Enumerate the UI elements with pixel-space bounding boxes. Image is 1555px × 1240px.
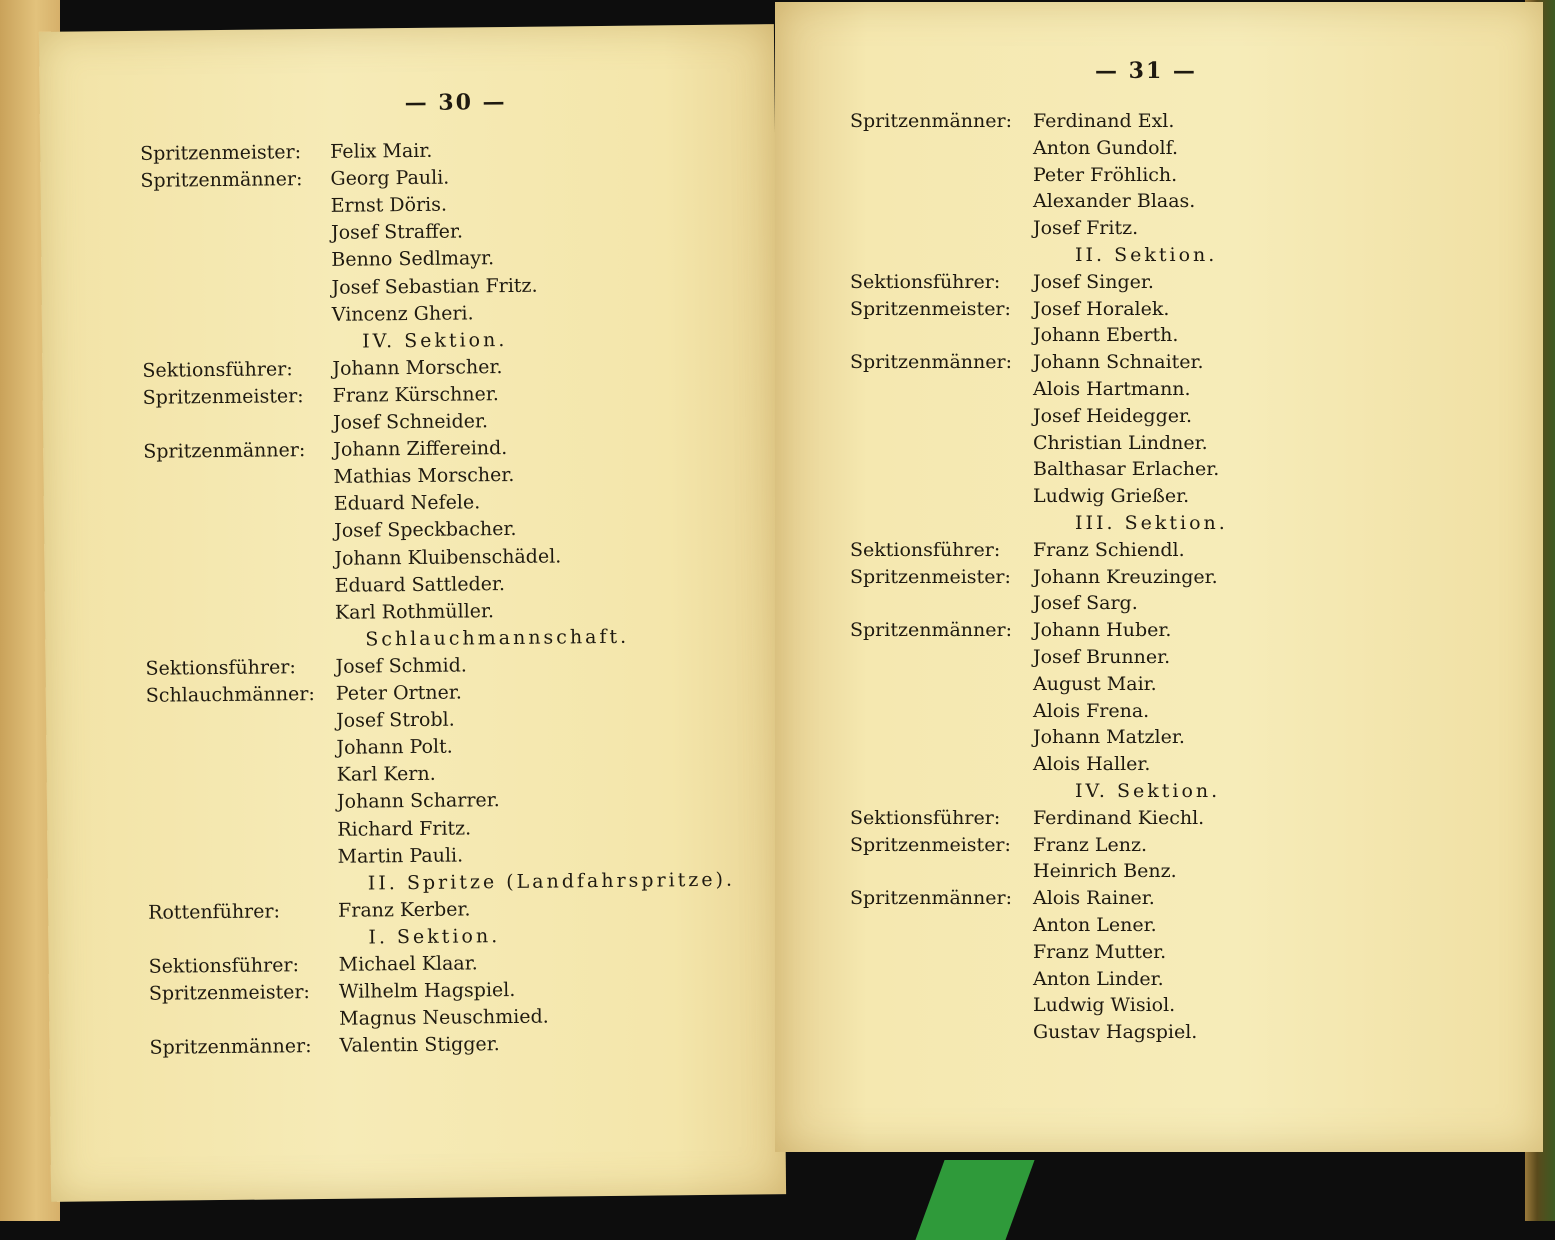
member-name: Anton Linder. xyxy=(1033,967,1164,990)
member-name: Alois Frena. xyxy=(1033,699,1150,722)
role-label: Sektionsführer: xyxy=(142,358,293,382)
member-name: Franz Schiendl. xyxy=(1033,538,1185,561)
member-name: Josef Singer. xyxy=(1033,270,1154,293)
member-name: Eduard Sattleder. xyxy=(334,572,506,597)
role-label: Sektionsführer: xyxy=(850,538,1001,561)
member-name: Ludwig Grießer. xyxy=(1033,485,1190,508)
member-name: Josef Sebastian Fritz. xyxy=(331,274,538,299)
member-name: Josef Schneider. xyxy=(332,410,489,434)
member-name: Josef Speckbacher. xyxy=(334,518,517,543)
role-label: Spritzenmeister: xyxy=(850,297,1011,320)
member-name: Alois Haller. xyxy=(1033,753,1151,776)
page-number: — 30 — xyxy=(404,88,507,117)
role-label: Spritzenmeister: xyxy=(850,565,1011,588)
member-name: Heinrich Benz. xyxy=(1033,860,1177,883)
section-heading: IV. Sektion. xyxy=(1075,780,1221,802)
role-label: Spritzenmänner: xyxy=(149,1035,312,1060)
left-page xyxy=(39,24,786,1202)
member-name: Alexander Blaas. xyxy=(1033,190,1196,213)
section-heading: II. Sektion. xyxy=(1075,244,1218,266)
section-heading: II. Spritze (Landfahrspritze). xyxy=(367,868,736,895)
member-name: Ferdinand Kiechl. xyxy=(1033,806,1205,829)
section-heading: I. Sektion. xyxy=(368,924,501,949)
member-name: Ernst Döris. xyxy=(330,193,448,218)
member-name: Josef Straffer. xyxy=(330,220,464,245)
member-name: Johann Huber. xyxy=(1033,619,1172,642)
role-label: Spritzenmänner: xyxy=(850,887,1013,910)
role-label: Sektionsführer: xyxy=(145,656,296,680)
member-name: Anton Lener. xyxy=(1033,914,1157,936)
member-name: August Mair. xyxy=(1033,672,1157,695)
member-name: Franz Kerber. xyxy=(337,898,471,922)
member-name: Johann Matzler. xyxy=(1033,726,1185,749)
member-name: Franz Mutter. xyxy=(1033,940,1167,963)
role-label: Spritzenmänner: xyxy=(143,439,306,463)
page-number: — 31 — xyxy=(1095,58,1197,84)
member-name: Johann Kluibenschädel. xyxy=(334,544,562,570)
role-label: Sektionsführer: xyxy=(148,954,300,978)
member-name: Mathias Morscher. xyxy=(333,464,515,489)
role-label: Spritzenmeister: xyxy=(148,981,311,1005)
member-name: Alois Rainer. xyxy=(1033,887,1155,910)
role-label: Spritzenmänner: xyxy=(140,168,303,192)
member-name: Josef Schmid. xyxy=(335,654,467,678)
member-name: Josef Sarg. xyxy=(1033,592,1138,615)
member-name: Johann Polt. xyxy=(336,735,453,759)
member-name: Karl Kern. xyxy=(336,763,436,787)
member-name: Josef Heidegger. xyxy=(1033,404,1193,427)
member-name: Josef Horalek. xyxy=(1033,297,1170,320)
member-name: Georg Pauli. xyxy=(330,166,450,190)
member-name: Karl Rothmüller. xyxy=(334,599,495,624)
role-label: Sektionsführer: xyxy=(850,806,1001,829)
member-name: Magnus Neuschmied. xyxy=(339,1005,549,1030)
member-name: Peter Ortner. xyxy=(335,681,462,705)
member-name: Ludwig Wisiol. xyxy=(1033,994,1176,1017)
member-name: Richard Fritz. xyxy=(337,816,472,841)
member-name: Johann Eberth. xyxy=(1033,324,1179,347)
right-page xyxy=(775,2,1543,1152)
member-name: Michael Klaar. xyxy=(338,952,478,976)
member-name: Johann Scharrer. xyxy=(336,789,500,814)
member-name: Felix Mair. xyxy=(330,139,433,163)
member-name: Christian Lindner. xyxy=(1033,431,1208,454)
member-name: Gustav Hagspiel. xyxy=(1033,1021,1198,1044)
member-name: Valentin Stigger. xyxy=(339,1033,500,1058)
member-name: Franz Kürschner. xyxy=(332,382,499,407)
member-name: Wilhelm Hagspiel. xyxy=(338,979,516,1003)
member-name: Benno Sedlmayr. xyxy=(331,247,495,272)
member-name: Anton Gundolf. xyxy=(1033,136,1179,159)
role-label: Spritzenmänner: xyxy=(850,351,1013,374)
role-label: Sektionsführer: xyxy=(850,270,1001,293)
member-name: Alois Hartmann. xyxy=(1033,378,1191,400)
section-heading: III. Sektion. xyxy=(1075,512,1228,534)
role-label: Schlauchmänner: xyxy=(145,683,315,707)
member-name: Ferdinand Exl. xyxy=(1033,110,1175,132)
member-name: Johann Ziffereind. xyxy=(333,437,508,461)
member-name: Franz Lenz. xyxy=(1033,833,1148,856)
member-name: Eduard Nefele. xyxy=(333,491,481,516)
member-name: Vincenz Gheri. xyxy=(331,301,474,326)
member-name: Josef Fritz. xyxy=(1033,217,1139,240)
member-name: Peter Fröhlich. xyxy=(1033,163,1178,186)
role-label: Spritzenmänner: xyxy=(850,110,1013,132)
role-label: Spritzenmeister: xyxy=(140,141,302,165)
member-name: Johann Morscher. xyxy=(332,355,503,380)
member-name: Balthasar Erlacher. xyxy=(1033,458,1220,481)
role-label: Rottenführer: xyxy=(148,900,281,924)
role-label: Spritzenmeister: xyxy=(142,385,304,409)
member-name: Josef Brunner. xyxy=(1033,646,1171,668)
member-name: Josef Strobl. xyxy=(336,708,455,732)
member-name: Johann Schnaiter. xyxy=(1033,351,1204,374)
bookmark-ribbon xyxy=(915,1160,1034,1240)
role-label: Spritzenmänner: xyxy=(850,619,1013,642)
section-heading: Schlauchmannschaft. xyxy=(365,625,630,651)
role-label: Spritzenmeister: xyxy=(850,833,1011,856)
member-name: Johann Kreuzinger. xyxy=(1033,565,1218,588)
member-name: Martin Pauli. xyxy=(337,844,464,868)
section-heading: IV. Sektion. xyxy=(362,328,508,353)
